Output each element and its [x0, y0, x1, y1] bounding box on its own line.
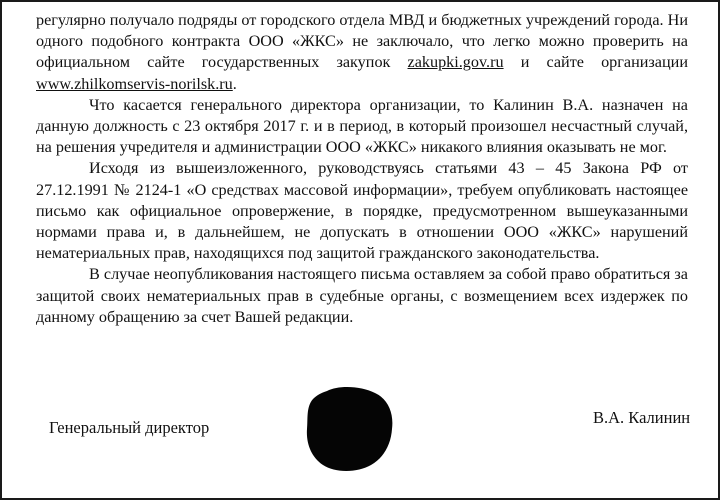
redacted-signature: [305, 385, 395, 473]
paragraph-text: Исходя из вышеизложенного, руководствуясь статьями 43 – 45 Закона РФ от 27.12.1991 № 2124-1 «О средствах массовой информации», требуем опубликовать настоящее письмо как официальное опровержение, в порядке, предусмотренном вышеуказанными нормами права и, в дальнейшем, не допускать в отношении ООО «ЖКС» нарушений нематериальных прав, находящихся под защитой гражданского законодательства.: [36, 159, 688, 263]
letter-paragraph: [36, 264, 688, 328]
paragraph-text: регулярно получало подряды от городского отдела МВД и бюджетных учреждений города. Ни одного подобного контракта ООО «ЖКС» не заключало, что легко можно проверить на официальном сайте государственных закупок: [36, 11, 688, 72]
paragraph-text: .: [232, 74, 237, 93]
website-link[interactable]: zakupki.gov.ru: [407, 53, 504, 72]
redaction-blot: [307, 387, 393, 471]
letter-paragraph: [36, 10, 688, 95]
letter-paragraph: [36, 95, 688, 159]
paragraph-text: и сайте организации: [503, 53, 688, 72]
signatory-title: Генеральный директор: [49, 418, 210, 437]
letter-paragraph: [36, 158, 688, 264]
letter-body: [36, 10, 688, 328]
website-link[interactable]: www.zhilkomservis-norilsk.ru: [36, 74, 233, 93]
signatory-name: В.А. Калинин: [593, 408, 691, 427]
paragraph-text: Что касается генерального директора организации, то Калинин В.А. назначен на данную должность с 23 октября 2017 г. и в период, в который произошел несчастный случай, на решения учредителя и администрации ООО «ЖКС» никакого влияния оказывать не мог.: [36, 95, 688, 157]
paragraph-text: В случае неопубликования настоящего письма оставляем за собой право обратиться за защитой своих нематериальных прав в судебные органы, с возмещением всех издержек по данному обращению за счет Вашей редакции.: [36, 265, 688, 326]
